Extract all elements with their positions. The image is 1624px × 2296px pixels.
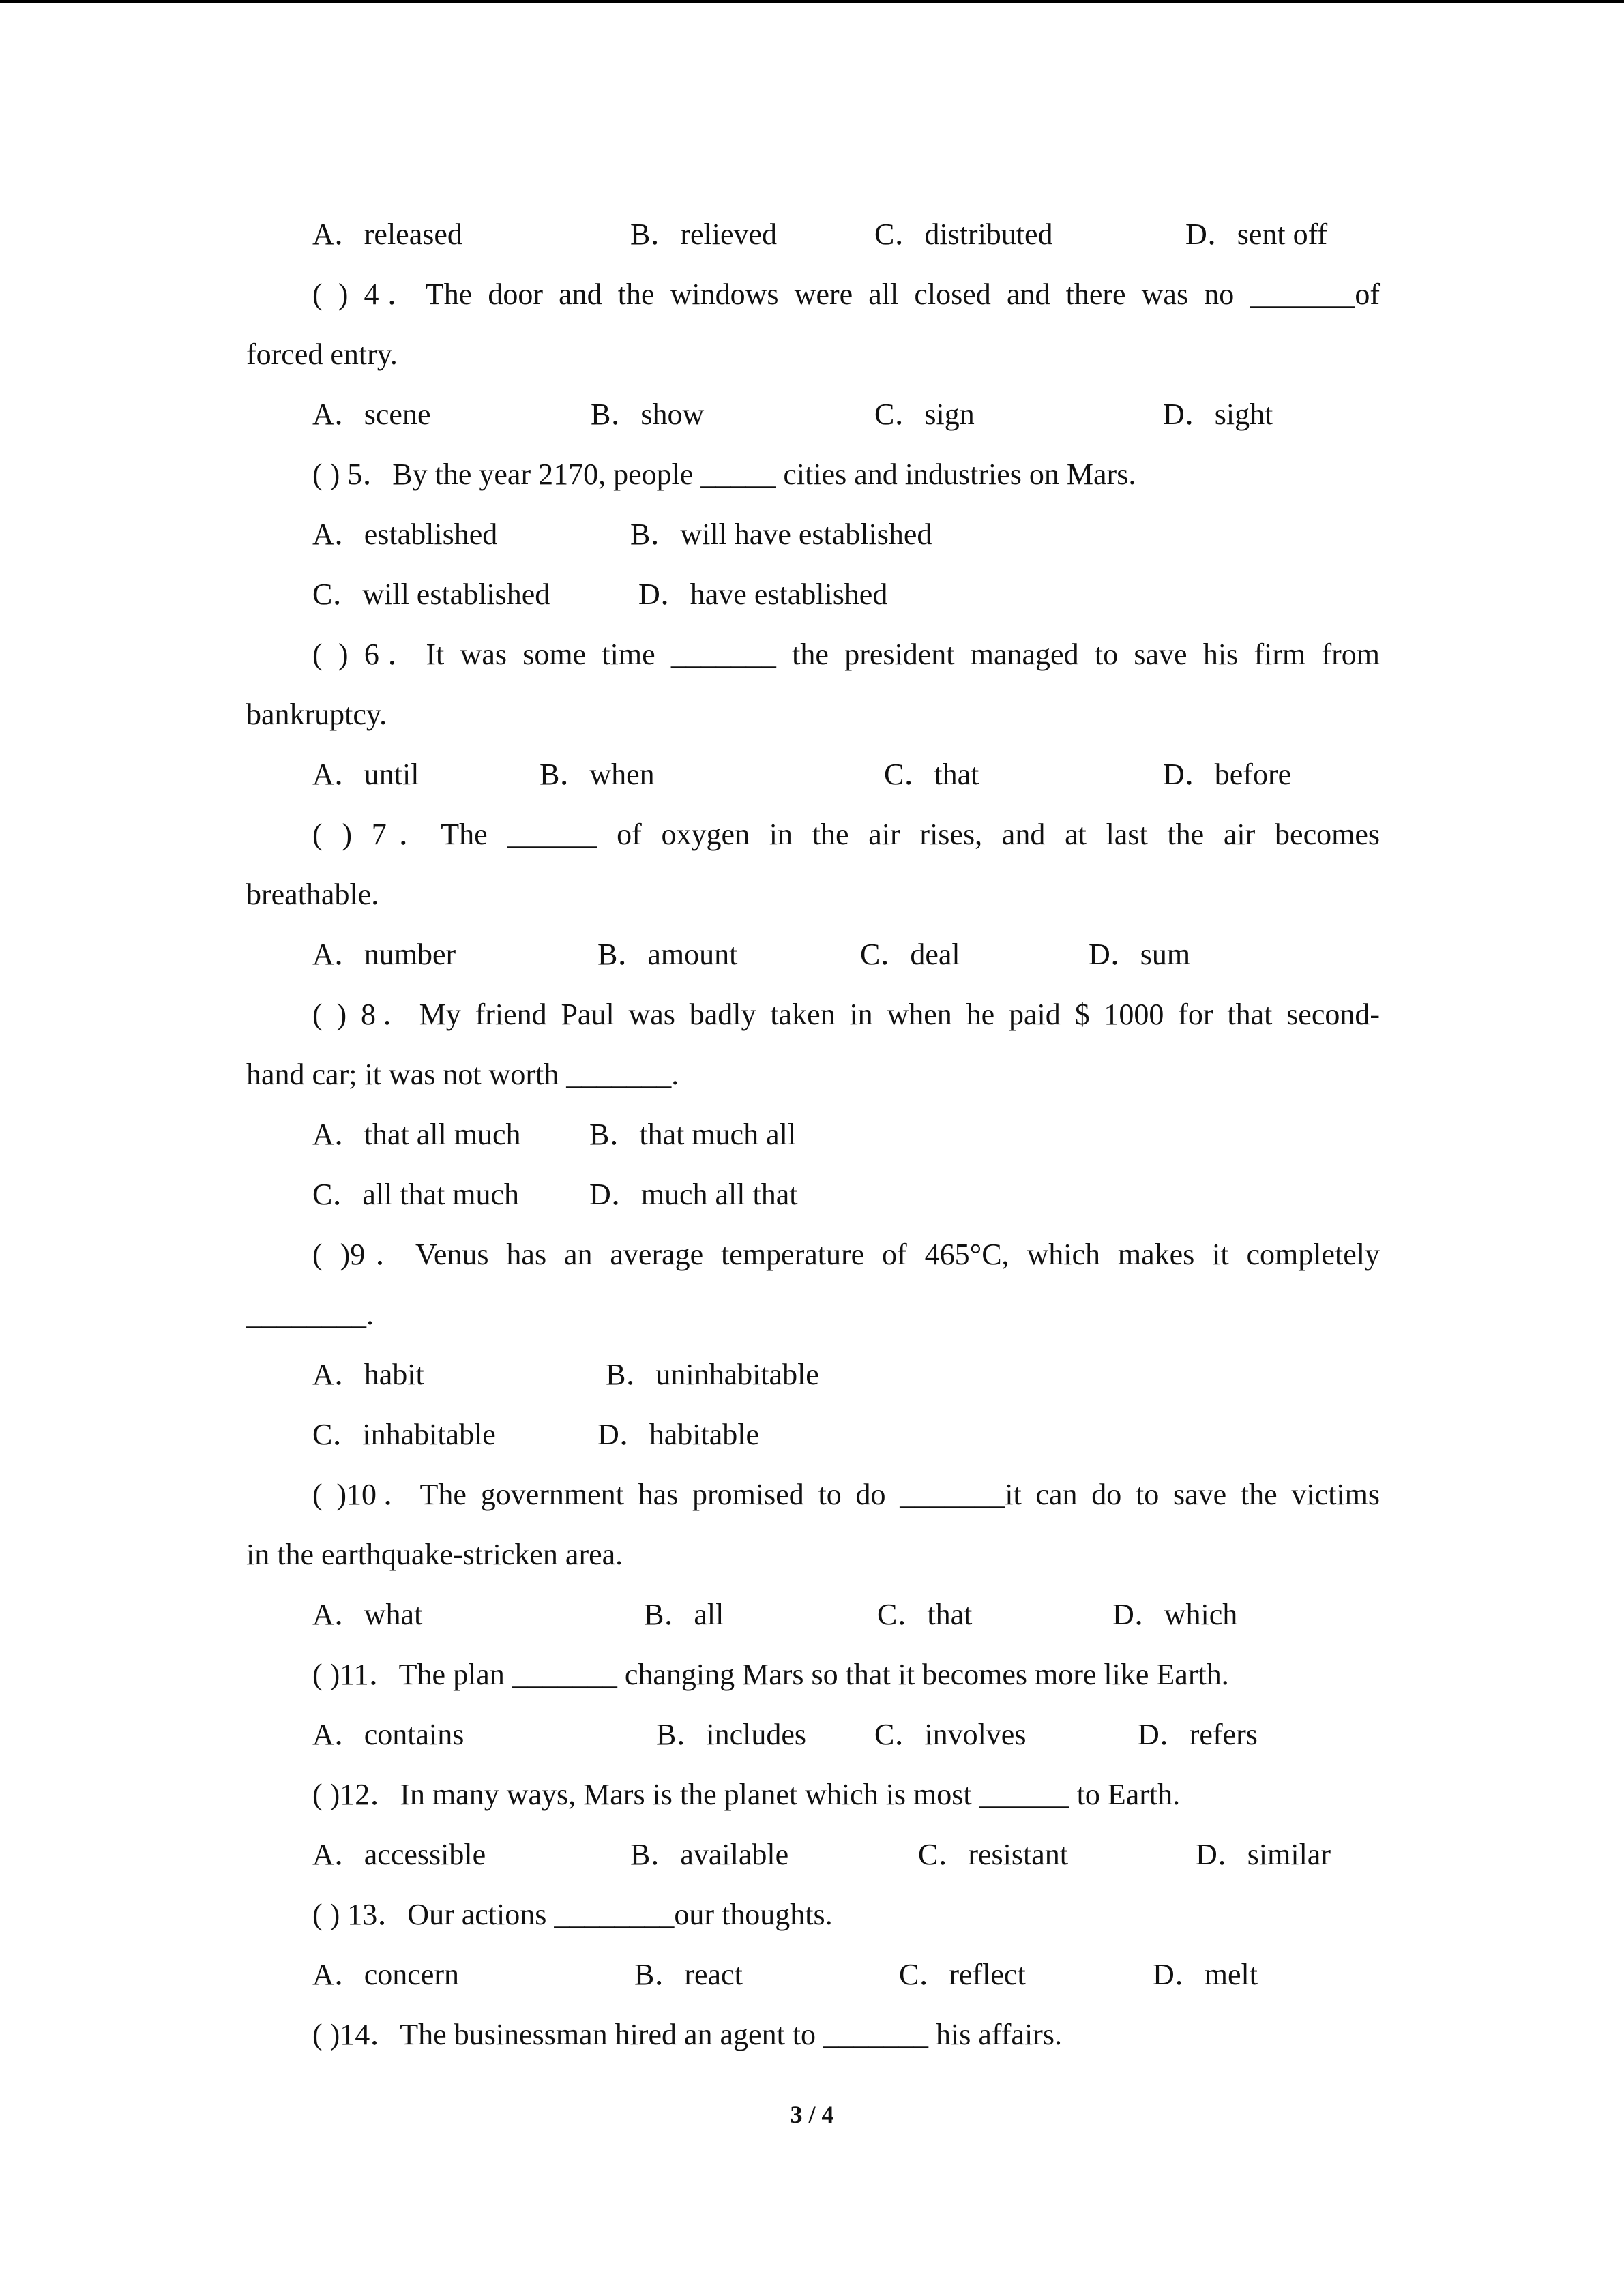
question-12-options bbox=[246, 1825, 1380, 1885]
option-a: A．what bbox=[312, 1598, 423, 1631]
option-a: A．established bbox=[312, 518, 498, 551]
option-c: C．that bbox=[884, 758, 979, 791]
option-b: B．show bbox=[591, 398, 705, 431]
option-b: B．available bbox=[630, 1838, 789, 1871]
question-8-stem: ( ) 8．My friend Paul was badly taken in when he paid $ 1000 for that second- bbox=[312, 998, 1380, 1031]
question-11-stem: ( )11．The plan _______ changing Mars so that it becomes more like Earth. bbox=[312, 1658, 1229, 1691]
option-c: C．distributed bbox=[874, 218, 1053, 251]
option-a: A．scene bbox=[312, 398, 431, 431]
option-d: D．which bbox=[1112, 1598, 1238, 1631]
option-d: D．sum bbox=[1089, 938, 1191, 971]
option-a: A．released bbox=[312, 218, 462, 251]
question-8-options-row-1 bbox=[246, 1105, 1380, 1165]
page-top-border bbox=[0, 0, 1624, 3]
question-5-stem: ( ) 5．By the year 2170, people _____ cities and industries on Mars. bbox=[312, 458, 1136, 491]
question-4-stem: ( ) 4．The door and the windows were all closed and there was no _______of bbox=[312, 278, 1380, 311]
option-d: D．sent off bbox=[1185, 218, 1328, 251]
option-b: B．amount bbox=[597, 938, 738, 971]
question-5-options-row-2 bbox=[246, 565, 1380, 625]
question-6-options bbox=[246, 745, 1380, 805]
question-9-stem: ( )9．Venus has an average temperature of 465°C, which makes it completely bbox=[312, 1238, 1380, 1271]
option-a: A．that all much bbox=[312, 1118, 521, 1151]
option-c: C．reflect bbox=[899, 1958, 1026, 1991]
option-d: D．sight bbox=[1163, 398, 1273, 431]
question-14-stem: ( )14．The businessman hired an agent to _______ his affairs. bbox=[312, 2018, 1062, 2051]
option-b: B．that much all bbox=[589, 1118, 797, 1151]
question-13-options bbox=[246, 1945, 1380, 2005]
question-13-stem: ( ) 13．Our actions ________our thoughts. bbox=[312, 1898, 833, 1931]
worksheet-page bbox=[246, 205, 1380, 2065]
question-6-stem: ( ) 6．It was some time _______ the president managed to save his firm from bbox=[312, 638, 1380, 671]
option-b: B．react bbox=[634, 1958, 743, 1991]
option-a: A．contains bbox=[312, 1718, 464, 1751]
option-d: D．melt bbox=[1153, 1958, 1258, 1991]
question-4-options bbox=[246, 385, 1380, 445]
option-d: D．similar bbox=[1196, 1838, 1331, 1871]
question-11-options bbox=[246, 1705, 1380, 1765]
question-7-stem-continued: breathable. bbox=[246, 878, 379, 911]
option-a: A．concern bbox=[312, 1958, 460, 1991]
question-7-options bbox=[246, 925, 1380, 985]
option-d: D．before bbox=[1163, 758, 1292, 791]
page-number: 3 / 4 bbox=[790, 2101, 834, 2128]
question-10-stem-continued: in the earthquake-stricken area. bbox=[246, 1538, 623, 1571]
option-c: C．all that much bbox=[312, 1178, 520, 1211]
option-d: D．have established bbox=[638, 578, 888, 611]
option-c: C．sign bbox=[874, 398, 975, 431]
option-b: B．all bbox=[644, 1598, 724, 1631]
question-10-stem: ( )10．The government has promised to do _______it can do to save the victims bbox=[312, 1478, 1380, 1511]
option-c: C．resistant bbox=[918, 1838, 1068, 1871]
option-d: D．refers bbox=[1138, 1718, 1258, 1751]
option-b: B．uninhabitable bbox=[606, 1358, 819, 1391]
question-8-stem-continued: hand car; it was not worth _______. bbox=[246, 1058, 679, 1091]
option-c: C．that bbox=[877, 1598, 973, 1631]
option-b: B．includes bbox=[656, 1718, 806, 1751]
option-c: C．will established bbox=[312, 578, 550, 611]
option-d: D．much all that bbox=[589, 1178, 798, 1211]
question-6-stem-continued: bankruptcy. bbox=[246, 698, 387, 731]
question-12-stem: ( )12．In many ways, Mars is the planet which is most ______ to Earth. bbox=[312, 1778, 1181, 1811]
option-a: A．number bbox=[312, 938, 456, 971]
option-c: C．inhabitable bbox=[312, 1418, 496, 1451]
question-4-stem-continued: forced entry. bbox=[246, 338, 398, 371]
option-c: C．involves bbox=[874, 1718, 1027, 1751]
option-c: C．deal bbox=[860, 938, 960, 971]
option-b: B．when bbox=[540, 758, 655, 791]
option-a: A．until bbox=[312, 758, 419, 791]
option-a: A．accessible bbox=[312, 1838, 486, 1871]
option-d: D．habitable bbox=[597, 1418, 760, 1451]
question-3-options bbox=[246, 205, 1380, 265]
question-7-stem: ( ) 7．The ______ of oxygen in the air rises, and at last the air becomes bbox=[312, 818, 1380, 851]
question-9-stem-continued: ________. bbox=[246, 1298, 374, 1331]
option-b: B．will have established bbox=[630, 518, 932, 551]
question-5-options-row-1 bbox=[246, 505, 1380, 565]
question-9-options-row-2 bbox=[246, 1405, 1380, 1465]
question-9-options-row-1 bbox=[246, 1345, 1380, 1405]
option-b: B．relieved bbox=[630, 218, 778, 251]
option-a: A．habit bbox=[312, 1358, 424, 1391]
question-8-options-row-2 bbox=[246, 1165, 1380, 1225]
question-10-options bbox=[246, 1585, 1380, 1645]
